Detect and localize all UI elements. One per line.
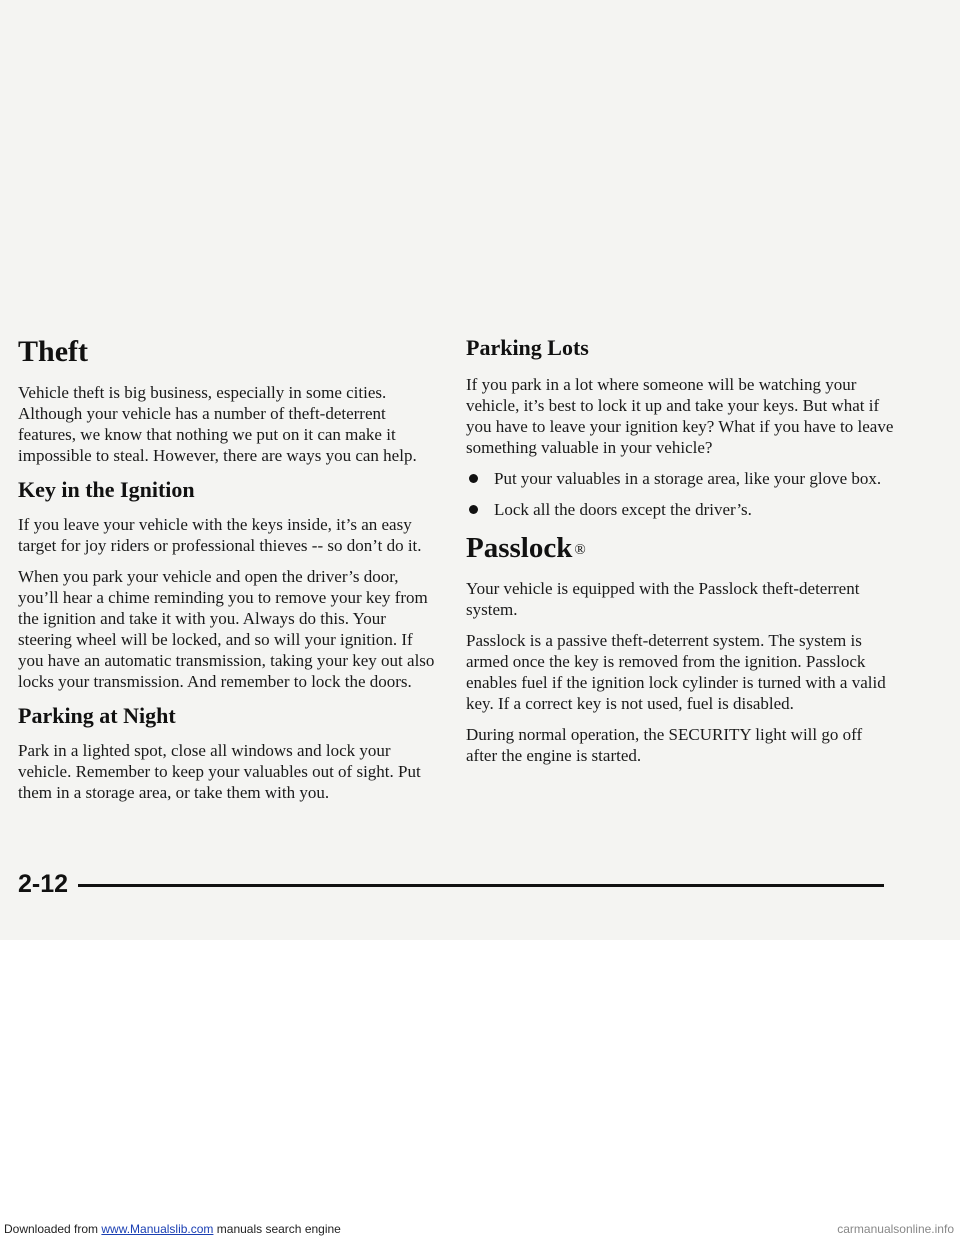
banner-prefix: Downloaded from — [4, 1222, 102, 1236]
registered-mark: ® — [574, 542, 586, 558]
passlock-title: Passlock — [466, 532, 573, 564]
list-item: Lock all the doors except the driver’s. — [466, 499, 896, 520]
list-item: Put your valuables in a storage area, like your glove box. — [466, 468, 896, 489]
passlock-heading — [466, 530, 896, 566]
key-paragraph-2: When you park your vehicle and open the driver’s door, you’ll hear a chime reminding you to remove your key from the ignition and take it with you. Always do this. Your steering wheel will be locked, and so will your ignition. If you have an automatic transmission, taking your key out also locks your transmission. And remember to lock the doors. — [18, 567, 435, 691]
theft-paragraph: Vehicle theft is big business, especially in some cities. Although your vehicle has a number of theft-deterrent features, we know that nothing we put on it can make it impossible to steal. However, there are ways you can help. — [18, 383, 417, 465]
manualslib-link[interactable]: www.Manualslib.com — [101, 1222, 214, 1236]
theft-heading: Theft — [18, 335, 88, 368]
right-column — [466, 334, 896, 776]
banner-suffix: manuals search engine — [213, 1222, 341, 1236]
night-paragraph: Park in a lighted spot, close all windows and lock your vehicle. Remember to keep your valuables out of sight. Put them in a storage area, or take them with you. — [18, 741, 421, 802]
passlock-paragraph-1: Your vehicle is equipped with the Passlock theft-deterrent system. — [466, 579, 860, 619]
watermark: carmanualsonline.info — [837, 1222, 954, 1236]
passlock-paragraph-2: Passlock is a passive theft-deterrent system. The system is armed once the key is removed from the ignition. Passlock enables fuel if the ignition lock cylinder is turned with a valid key. If a correct key is not used, fuel is disabled. — [466, 631, 886, 713]
key-paragraph-1: If you leave your vehicle with the keys inside, it’s an easy target for joy riders or professional thieves -- so don’t do it. — [18, 515, 422, 555]
page-number: 2-12 — [18, 870, 69, 898]
download-banner — [4, 1222, 341, 1236]
lots-paragraph: If you park in a lot where someone will be watching your vehicle, it’s best to lock it up and take your keys. But what if you have to leave your ignition key? What if you have to leave something valuable in your vehicle? — [466, 375, 894, 457]
passlock-paragraph-3: During normal operation, the SECURITY light will go off after the engine is started. — [466, 725, 863, 765]
parking-at-night-heading: Parking at Night — [18, 703, 176, 728]
parking-lots-heading: Parking Lots — [466, 335, 589, 360]
footer-rule — [78, 884, 884, 887]
parking-lots-list — [466, 468, 896, 520]
key-in-ignition-heading: Key in the Ignition — [18, 477, 195, 502]
left-column — [18, 334, 438, 813]
